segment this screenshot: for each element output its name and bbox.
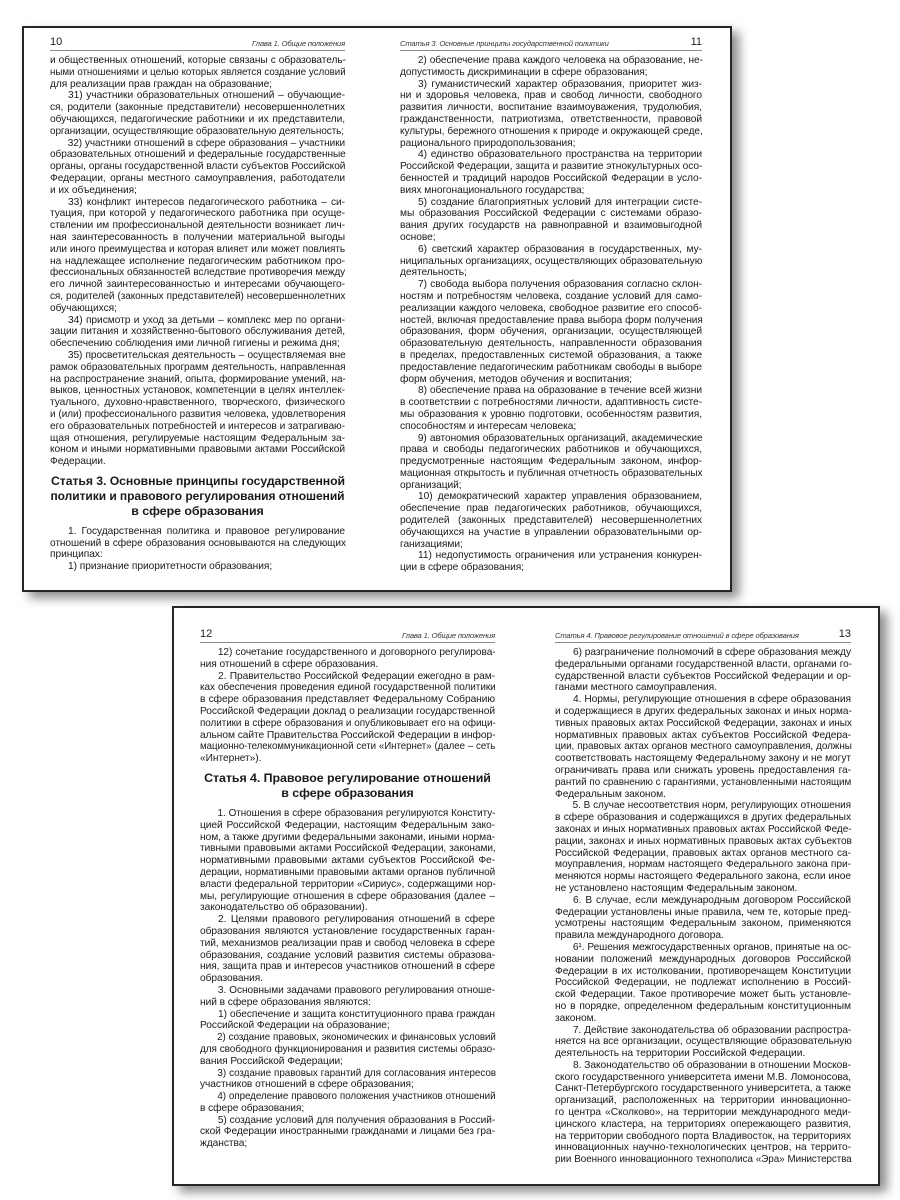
text-line: власти федеральной территории «Сириус», содержащими нор- bbox=[200, 878, 496, 890]
text-line: Санкт-Петербургского государственного университета, а также bbox=[555, 1083, 851, 1095]
paragraph bbox=[50, 350, 345, 468]
text-line: Федерации, органы местного самоуправления, работодатели bbox=[50, 172, 345, 184]
text-line: 5. В случае несоответствия норм, регулирующих отношения bbox=[572, 800, 852, 812]
text-line: 1. Государственная политика и правовое регулирование bbox=[68, 525, 345, 537]
text-line: участников отношений в сфере образования; bbox=[200, 1079, 414, 1091]
text-line: обеспечению соблюдения ими личной гигиены и режима дня; bbox=[50, 338, 340, 350]
text-line: мы, регулирующие отношения в сфере образования (далее – bbox=[200, 890, 495, 902]
page-body bbox=[400, 55, 702, 574]
paragraph bbox=[50, 315, 345, 350]
text-line: мационная открытость и публичная отчетность образовательных bbox=[400, 467, 703, 479]
paragraph bbox=[200, 1032, 495, 1067]
text-line: образования, создание условий развития системы образова- bbox=[200, 949, 495, 961]
text-line: на распространение знаний, опыта, формирование умений, на- bbox=[50, 373, 346, 385]
text-line: ствлении им профессиональной деятельности возникает лич- bbox=[50, 220, 345, 232]
text-line: образовательную деятельность, направленности образования bbox=[400, 338, 702, 350]
paragraph bbox=[50, 197, 345, 315]
running-header bbox=[555, 628, 851, 643]
paragraph bbox=[50, 561, 345, 573]
text-line: фессиональных обязанностей вследствие противоречия между bbox=[50, 267, 346, 279]
text-line: 33) конфликт интересов педагогического работника – си- bbox=[68, 196, 345, 208]
text-line: его личной заинтересованностью и интересами обучающего- bbox=[50, 279, 345, 291]
page-13 bbox=[555, 628, 851, 1166]
text-line: права и свободы педагогических работников и обучающихся, bbox=[400, 444, 702, 456]
text-line: ской Федерации. Такое противоречие может быть установле- bbox=[555, 989, 851, 1001]
text-line: организаций, расположенных на территории инновационно- bbox=[555, 1095, 851, 1107]
text-line: 7) свобода выбора получения образования согласно склон- bbox=[418, 279, 702, 291]
text-line: его образовательных потребностей и интересов и затрагиваю- bbox=[50, 420, 345, 432]
article-heading bbox=[50, 474, 345, 519]
running-head-title: Статья 4. Правовое регулирование отношений в сфере образования bbox=[555, 631, 799, 640]
text-line: деятельность; bbox=[400, 267, 467, 279]
text-line: 31) участники образовательных отношений – обучающие- bbox=[68, 90, 345, 102]
text-line: в соответствии с потребностями личности, адаптивность систе- bbox=[400, 397, 702, 409]
text-line: ния отношений в сфере образования. bbox=[200, 658, 379, 670]
text-line: организации, осуществляющие образовательную деятельность; bbox=[50, 125, 345, 137]
text-line: инновационных научно-технологических центров, на террито- bbox=[555, 1142, 851, 1154]
paragraph bbox=[200, 808, 495, 914]
text-line: рамок образовательных программ деятельность, направленная bbox=[50, 361, 346, 373]
page-body bbox=[200, 647, 495, 1150]
text-line: обеспечение прав педагогических работников, обучающихся, bbox=[400, 503, 702, 515]
paragraph bbox=[50, 138, 345, 197]
running-header bbox=[50, 36, 345, 51]
text-line: деятельность на территории Российской Федерации. bbox=[555, 1048, 806, 1060]
text-line: ном, а также другими федеральными законами, иными норма- bbox=[200, 831, 496, 843]
text-line: образования являются установление государственных гаран- bbox=[200, 925, 495, 937]
text-line: для реализации прав граждан на образование; bbox=[50, 78, 272, 90]
paragraph bbox=[555, 800, 851, 894]
text-line: ганами местного самоуправления. bbox=[555, 682, 717, 694]
paragraph bbox=[555, 647, 851, 694]
text-line: бенностей и традиций народов Российской Федерации в усло- bbox=[400, 172, 702, 184]
text-line: реализации каждого человека, свободное развитие его способ- bbox=[400, 302, 702, 314]
text-line: Федерации в их истолковании, противоречащем Конституции bbox=[555, 965, 851, 977]
text-line: ния, защита прав и интересов участников отношений в сфере bbox=[200, 961, 495, 973]
text-line: ни и здоровья человека, прав и свобод личности, свободного bbox=[400, 90, 702, 102]
text-line: основе; bbox=[400, 231, 436, 243]
text-line: органы, органы государственной власти субъектов Российской bbox=[50, 161, 346, 173]
text-line: и их объединения; bbox=[50, 184, 137, 196]
paragraph bbox=[555, 1060, 851, 1166]
text-line: 1) обеспечение и защита конституционного права граждан bbox=[218, 1008, 495, 1020]
text-line: на надлежащее исполнение педагогическим работником про- bbox=[50, 255, 345, 267]
paragraph bbox=[200, 985, 495, 1009]
text-line: федеральными органами государственной власти, органами го- bbox=[555, 658, 852, 670]
text-line: обучающихся; bbox=[50, 302, 117, 314]
text-line: ностей, включая предоставление права выбора форм получения bbox=[400, 314, 703, 326]
text-line: рии Военного инновационного технополиса «Эра» Министерства bbox=[555, 1154, 852, 1166]
text-line: и (или) профессионального развития человека, удовлетворения bbox=[50, 408, 346, 420]
text-line: цинского кластера, на территориях опережающего развития, bbox=[555, 1118, 851, 1130]
page-number: 10 bbox=[50, 36, 63, 48]
text-line: ся, родители (законные представители) несовершеннолетних bbox=[50, 102, 345, 114]
text-line: рационального природопользования; bbox=[400, 137, 576, 149]
text-line: 6¹. Решения межгосударственных органов, принятые на ос- bbox=[572, 941, 852, 953]
text-line: принципах: bbox=[50, 549, 103, 561]
page-10 bbox=[50, 36, 345, 573]
book-spread-pages-10-11 bbox=[22, 26, 732, 592]
text-line: обучающихся на участие в управлении образовательными ор- bbox=[400, 526, 702, 538]
text-line: 6) светский характер образования в государственных, му- bbox=[418, 243, 702, 255]
paragraph bbox=[200, 1115, 495, 1150]
text-line: и общественных отношений, которые связаны с образователь- bbox=[50, 55, 346, 66]
text-line: коном и иными нормативными правовыми актами Российской bbox=[50, 444, 345, 456]
text-line: правила международного договора. bbox=[555, 930, 724, 942]
paragraph bbox=[50, 90, 345, 137]
paragraph bbox=[50, 526, 345, 561]
text-line: 5) создание условий для получения образования в Россий- bbox=[217, 1114, 496, 1126]
running-head-title: Глава 1. Общие положения bbox=[402, 631, 495, 640]
text-line: образования. bbox=[200, 973, 263, 985]
text-line: ского государственного университета имени М.В. Ломоносова, bbox=[555, 1071, 851, 1083]
text-line: 35) просветительская деятельность – осуществляемая вне bbox=[67, 349, 346, 361]
text-line: ная заинтересованность в получении материальной выгоды bbox=[50, 231, 345, 243]
paragraph bbox=[555, 942, 851, 1025]
text-line: 1. Отношения в сфере образования регулируются Конститу- bbox=[217, 807, 496, 819]
text-line: культуры, бережного отношения к природе и окружающей среде, bbox=[400, 125, 703, 137]
text-line: вания других государств на равноправной и взаимовыгодной bbox=[400, 220, 702, 232]
text-line: тивных правовых актах Российской Федерации, законах и иных bbox=[555, 717, 852, 729]
text-line: рации, законах и иных нормативных правовых актах субъектов bbox=[555, 835, 852, 847]
text-line: тий, механизмов реализации прав и свобод человека в сфере bbox=[200, 937, 495, 949]
paragraph bbox=[400, 491, 702, 550]
paragraph bbox=[400, 149, 702, 196]
text-line: в сфере образования представляет Федеральному Собранию bbox=[200, 694, 495, 706]
text-line: ниципальных организациях, осуществляющих образовательную bbox=[400, 255, 703, 267]
text-line: туация, при которой у педагогического работника при осуще- bbox=[50, 208, 345, 220]
page-12 bbox=[200, 628, 495, 1150]
text-line: Российской Федерации, не подлежат исполнению в Россий- bbox=[555, 977, 851, 989]
text-line: новании положений международных договоров Российской bbox=[555, 953, 851, 965]
text-line: Российской Федерации на образование; bbox=[200, 1020, 390, 1032]
page-body bbox=[50, 55, 345, 573]
text-line: цией Российской Федерации, настоящим Федеральным зако- bbox=[200, 819, 495, 831]
text-line: тивными правовыми актами Российской Федерации, законами, bbox=[200, 843, 496, 855]
text-line: вания Российской Федерации; bbox=[200, 1055, 343, 1067]
text-line: законом. bbox=[555, 1012, 597, 1024]
text-line: 1) признание приоритетности образования; bbox=[68, 561, 273, 573]
page-number: 12 bbox=[200, 628, 213, 640]
text-line: в сфере образования и содержащихся в других федеральных bbox=[555, 812, 851, 824]
text-line: Федерации установлены иные правила, чем те, которые пред- bbox=[555, 906, 851, 918]
paragraph bbox=[555, 1025, 851, 1060]
text-line: 2. Целями правового регулирования отношений в сфере bbox=[218, 914, 495, 926]
text-line: организаций; bbox=[400, 479, 462, 491]
text-line: 6. В случае, если международным договором Российской bbox=[573, 894, 851, 906]
text-line: дерации, нормативными правовыми актами органов публичной bbox=[200, 866, 496, 878]
text-line: 10) демократический характер управления образованием, bbox=[418, 491, 702, 503]
text-line: нормативных правовых актах субъектов Российской Федера- bbox=[555, 729, 851, 741]
text-line: 4) определение правового положения участников отношений bbox=[217, 1091, 496, 1103]
heading-line: Статья 4. Правовое регулирование отношений bbox=[204, 770, 491, 785]
text-line: ской Федерации иностранными гражданами и лицами без гра- bbox=[200, 1126, 495, 1138]
text-line: рантий по сравнению с гарантиями, установленными настоящим bbox=[555, 776, 852, 788]
text-line: 32) участники отношений в сфере образования – участники bbox=[67, 137, 346, 149]
text-line: моуправления, нормам настоящего Федерального закона при- bbox=[555, 859, 851, 871]
text-line: 2. Правительство Российской Федерации ежегодно в рам- bbox=[218, 670, 495, 682]
text-line: образовательных отношений и федеральные государственные bbox=[50, 149, 346, 161]
text-line: 4) единство образовательного пространства на территории bbox=[418, 149, 702, 161]
heading-line: в сфере образования bbox=[131, 503, 264, 518]
text-line: виях многонационального государства; bbox=[400, 184, 585, 196]
text-line: ганизациями; bbox=[400, 538, 463, 550]
text-line: ках обеспечения проведения единой государственной политики bbox=[200, 682, 496, 694]
paragraph bbox=[200, 914, 495, 985]
paragraph bbox=[400, 197, 702, 244]
heading-line: в сфере образования bbox=[281, 785, 414, 800]
text-line: но в порядке, определенном федеральным конституционным bbox=[555, 1000, 851, 1012]
text-line: мы образования Российской Федерации с системами образо- bbox=[400, 208, 702, 220]
paragraph bbox=[200, 1091, 495, 1115]
text-line: 7. Действие законодательства об образовании распростра- bbox=[572, 1024, 852, 1036]
paragraph bbox=[400, 433, 702, 492]
paragraph bbox=[200, 1068, 495, 1092]
paragraph bbox=[555, 694, 851, 800]
text-line: ции в сфере образования; bbox=[400, 562, 524, 574]
text-line: ции, правовых актах органов местного самоуправления, должны bbox=[555, 741, 852, 753]
text-line: 5) создание благоприятных условий для интеграции систе- bbox=[418, 196, 702, 208]
text-line: «Интернет»). bbox=[200, 753, 262, 765]
page-11 bbox=[400, 36, 702, 574]
text-line: Российской Федерации, правовых актах органов местного са- bbox=[555, 847, 851, 859]
text-line: 9) автономия образовательных организаций, академические bbox=[417, 432, 703, 444]
heading-line: политики и правового регулирования отношений bbox=[50, 488, 345, 503]
text-line: 3. Основными задачами правового регулирования отноше- bbox=[217, 984, 496, 996]
text-line: предоставление педагогическим работникам свободы в выборе bbox=[400, 361, 702, 373]
paragraph bbox=[400, 279, 702, 385]
text-line: 6) разграничение полномочий в сфере образования между bbox=[573, 647, 851, 658]
heading-line: Статья 3. Основные принципы государственной bbox=[50, 473, 345, 488]
page-body bbox=[555, 647, 851, 1166]
paragraph bbox=[400, 244, 702, 279]
text-line: на территории свободного порта Владивосток, на территориях bbox=[555, 1130, 851, 1142]
paragraph bbox=[200, 671, 495, 765]
article-heading bbox=[200, 771, 495, 801]
text-line: го центра «Сколково», на территории международного меди- bbox=[555, 1107, 851, 1119]
text-line: ний в сфере образования являются: bbox=[200, 996, 371, 1008]
text-line: не установлено настоящим Федеральным законом. bbox=[555, 882, 798, 894]
running-head-title: Статья 3. Основные принципы государственной политики bbox=[400, 39, 609, 48]
text-line: ограничивать права или снижать уровень предоставления га- bbox=[555, 764, 851, 776]
text-line: в сфере образования; bbox=[200, 1102, 305, 1114]
running-head-title: Глава 1. Общие положения bbox=[252, 39, 345, 48]
text-line: нормативными правовыми актами субъектов Российской Фе- bbox=[200, 855, 495, 867]
text-line: в пределах, предоставленных системой образования, а также bbox=[400, 349, 702, 361]
text-line: образования, форм обучения, организации, осуществляющей bbox=[400, 326, 702, 338]
page-number: 11 bbox=[690, 36, 702, 48]
text-line: 2) обеспечение права каждого человека на образование, не- bbox=[417, 55, 703, 66]
text-line: зации питания и хозяйственно-бытового обслуживания детей, bbox=[50, 326, 345, 338]
text-line: 12) сочетание государственного и договорного регулирова- bbox=[217, 647, 496, 658]
text-line: сударственной власти субъектов Российской Федерации и ор- bbox=[555, 670, 851, 682]
text-line: законах и иных нормативных правовых актах Российской Феде- bbox=[555, 823, 852, 835]
text-line: форм обучения, методов обучения и воспитания; bbox=[400, 373, 632, 385]
text-line: родителей (законных представителей) несовершеннолетних bbox=[400, 515, 702, 527]
text-line: и содержащиеся в других федеральных законах и иных норма- bbox=[555, 705, 852, 717]
paragraph bbox=[400, 385, 702, 432]
text-line: Федеральным законом. bbox=[555, 788, 666, 800]
paragraph bbox=[200, 647, 495, 671]
text-line: няется на все организации, осуществляющие образовательную bbox=[555, 1036, 852, 1048]
running-header bbox=[400, 36, 702, 51]
text-line: гражданственности, патриотизма, ответственности, правовой bbox=[400, 113, 702, 125]
paragraph bbox=[555, 895, 851, 942]
text-line: жданства; bbox=[200, 1138, 248, 1150]
text-line: Российской Федерации доклад о реализации государственной bbox=[200, 705, 495, 717]
text-line: политики в сфере образования и опубликовывает его на офици- bbox=[200, 717, 496, 729]
text-line: мы образования к уровню подготовки, особенностям развития, bbox=[400, 408, 702, 420]
text-line: мационно-телекоммуникационной сети «Интернет» (далее – сеть bbox=[200, 741, 496, 753]
text-line: 8. Законодательство об образовании в отношении Москов- bbox=[573, 1059, 851, 1071]
text-line: отношений в сфере образования основываются на следующих bbox=[50, 537, 346, 549]
text-line: 2) создание правовых, экономических и финансовых условий bbox=[217, 1032, 496, 1044]
page-number: 13 bbox=[838, 628, 851, 640]
book-spread-pages-12-13 bbox=[172, 606, 880, 1186]
text-line: 34) присмотр и уход за детьми – комплекс мер по органи- bbox=[68, 314, 345, 326]
text-line: или иного преимущества и которая влияет или может повлиять bbox=[50, 243, 346, 255]
text-line: способностям и интересам человека; bbox=[400, 420, 577, 432]
text-line: меняются нормы настоящего Федерального закона, если иное bbox=[555, 871, 851, 883]
text-line: допустимость дискриминации в сфере образования; bbox=[400, 66, 648, 78]
text-line: законодательство об образовании). bbox=[200, 902, 368, 914]
text-line: ными отношениями и целью которых является создание условий bbox=[50, 66, 346, 78]
text-line: Федерации. bbox=[50, 456, 106, 468]
text-line: предусмотренные настоящим Федеральным законом, инфор- bbox=[400, 456, 702, 468]
text-line: 3) создание правовых гарантий для согласования интересов bbox=[217, 1067, 496, 1079]
text-line: выков, ценностных установок, компетенции в целях интеллек- bbox=[50, 385, 345, 397]
paragraph bbox=[200, 1009, 495, 1033]
text-line: 11) недопустимость ограничения или устранения конкурен- bbox=[418, 550, 702, 562]
text-line: для свободного функционирования и развития системы образо- bbox=[200, 1043, 496, 1055]
text-line: усмотрены настоящим Федеральным законом, применяются bbox=[555, 918, 851, 930]
text-line: 8) обеспечение права на образование в течение всей жизни bbox=[418, 385, 702, 397]
text-line: Российской Федерации, защита и развитие этнокультурных осо- bbox=[400, 161, 703, 173]
text-line: 4. Нормы, регулирующие отношения в сфере образования bbox=[573, 694, 851, 706]
text-line: соответствовать настоящему Федеральному закону и не могут bbox=[555, 753, 851, 765]
text-line: ностям и потребностям человека, создание условий для само- bbox=[400, 290, 702, 302]
paragraph bbox=[400, 550, 702, 574]
text-line: 3) гуманистический характер образования, приоритет жиз- bbox=[418, 78, 702, 90]
text-line: ся, родителей (законных представителей) несовершеннолетних bbox=[50, 290, 346, 302]
paragraph bbox=[50, 55, 345, 90]
text-line: развития личности, воспитание взаимоуважения, трудолюбия, bbox=[400, 102, 702, 114]
text-line: туального, духовно-нравственного, творческого, физического bbox=[50, 397, 345, 409]
text-line: обучающихся, педагогические работники и их представители, bbox=[50, 113, 345, 125]
text-line: щая отношения, регулируемые настоящим Федеральным за- bbox=[50, 432, 345, 444]
paragraph bbox=[400, 79, 702, 150]
text-line: альном сайте Правительства Российской Федерации в инфор- bbox=[200, 729, 496, 741]
paragraph bbox=[400, 55, 702, 79]
running-header bbox=[200, 628, 495, 643]
